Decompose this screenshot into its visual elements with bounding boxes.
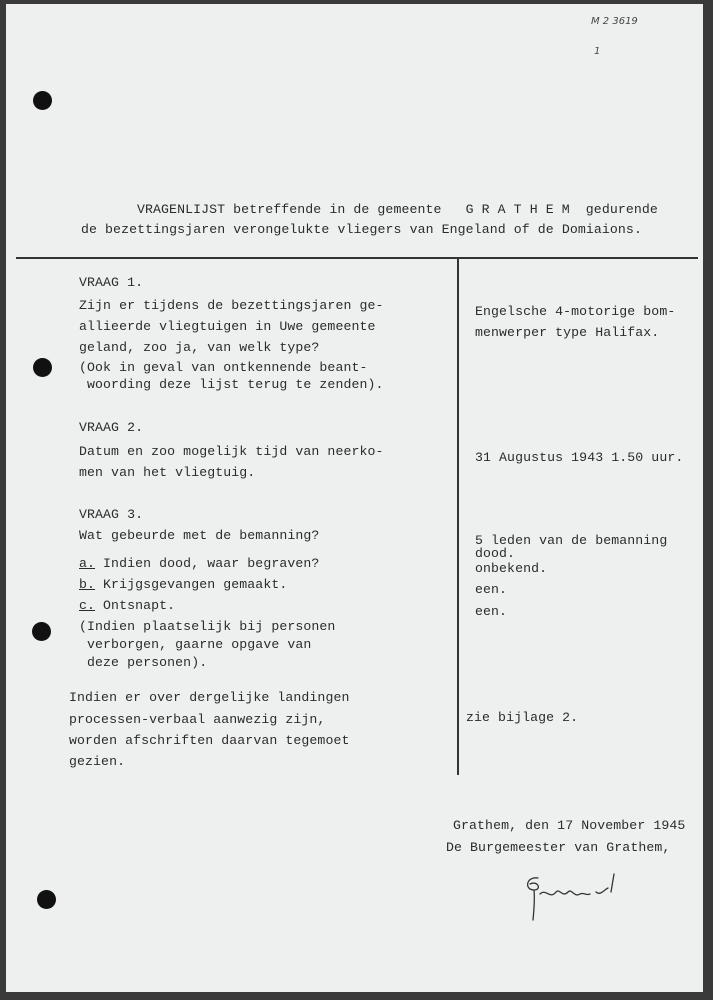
answer-3-line: 5 leden van de bemanning — [475, 533, 668, 548]
column-divider — [457, 257, 459, 775]
question-3-sub-a — [79, 553, 319, 574]
question-3-sub-c — [79, 595, 175, 616]
question-2-line: Datum en zoo mogelijk tijd van neerko- — [79, 444, 384, 459]
archive-number: M 2 3619 — [591, 16, 638, 27]
sub-text: Krijgsgevangen gemaakt. — [95, 577, 288, 592]
question-1-line: (Ook in geval van ontkennende beant- — [79, 360, 368, 375]
question-3-note-line: verborgen, gaarne opgave van — [79, 637, 312, 652]
question-2-label: VRAAG 2. — [79, 420, 144, 435]
sub-text: Indien dood, waar begraven? — [95, 556, 320, 571]
table-top-rule — [16, 257, 698, 259]
question-3-note-line: (Indien plaatselijk bij personen — [79, 619, 336, 634]
closing-line: worden afschriften daarvan tegemoet — [69, 733, 350, 748]
question-2-line: men van het vliegtuig. — [79, 465, 256, 480]
punch-hole — [32, 622, 51, 641]
answer-3-line: dood. — [475, 546, 516, 561]
punch-hole — [33, 91, 52, 110]
sub-marker: c. — [79, 598, 96, 613]
header-line-1 — [137, 199, 658, 220]
municipality-name: G R A T H E M — [465, 202, 570, 217]
place-date: Grathem, den 17 November 1945 — [453, 818, 686, 833]
answer-1-line: Engelsche 4-motorige bom- — [475, 304, 676, 319]
question-3-line: Wat gebeurde met de bemanning? — [79, 528, 320, 543]
question-1-line: allieerde vliegtuigen in Uwe gemeente — [79, 319, 376, 334]
header-suffix: gedurende — [585, 202, 658, 217]
header-line-2: de bezettingsjaren verongelukte vliegers van Engeland of de Domiaions. — [81, 222, 642, 237]
closing-answer: zie bijlage 2. — [466, 710, 579, 725]
signature-scribble — [516, 866, 626, 924]
question-3-label: VRAAG 3. — [79, 507, 144, 522]
sub-marker: a. — [79, 556, 96, 571]
closing-line: gezien. — [69, 754, 126, 769]
answer-1-line: menwerper type Halifax. — [475, 325, 660, 340]
page-mark: 1 — [594, 46, 601, 57]
closing-line: Indien er over dergelijke landingen — [69, 690, 350, 705]
question-1-line: woording deze lijst terug te zenden). — [79, 377, 384, 392]
question-3-note-line: deze personen). — [79, 655, 208, 670]
punch-hole — [33, 358, 52, 377]
sub-marker: b. — [79, 577, 96, 592]
punch-hole — [37, 890, 56, 909]
answer-2-line: 31 Augustus 1943 1.50 uur. — [475, 450, 684, 465]
document-page — [6, 4, 703, 992]
answer-3-line: onbekend. — [475, 561, 548, 576]
question-1-line: Zijn er tijdens de bezettingsjaren ge- — [79, 298, 384, 313]
question-1-line: geland, zoo ja, van welk type? — [79, 340, 320, 355]
question-3-sub-b — [79, 574, 287, 595]
header-prefix: VRAGENLIJST betreffende in de gemeente — [137, 202, 442, 217]
question-1-label: VRAAG 1. — [79, 275, 144, 290]
answer-3-line: een. — [475, 604, 508, 619]
answer-3-line: een. — [475, 582, 508, 597]
mayor-title: De Burgemeester van Grathem, — [446, 840, 671, 855]
sub-text: Ontsnapt. — [95, 598, 176, 613]
closing-line: processen-verbaal aanwezig zijn, — [69, 712, 326, 727]
